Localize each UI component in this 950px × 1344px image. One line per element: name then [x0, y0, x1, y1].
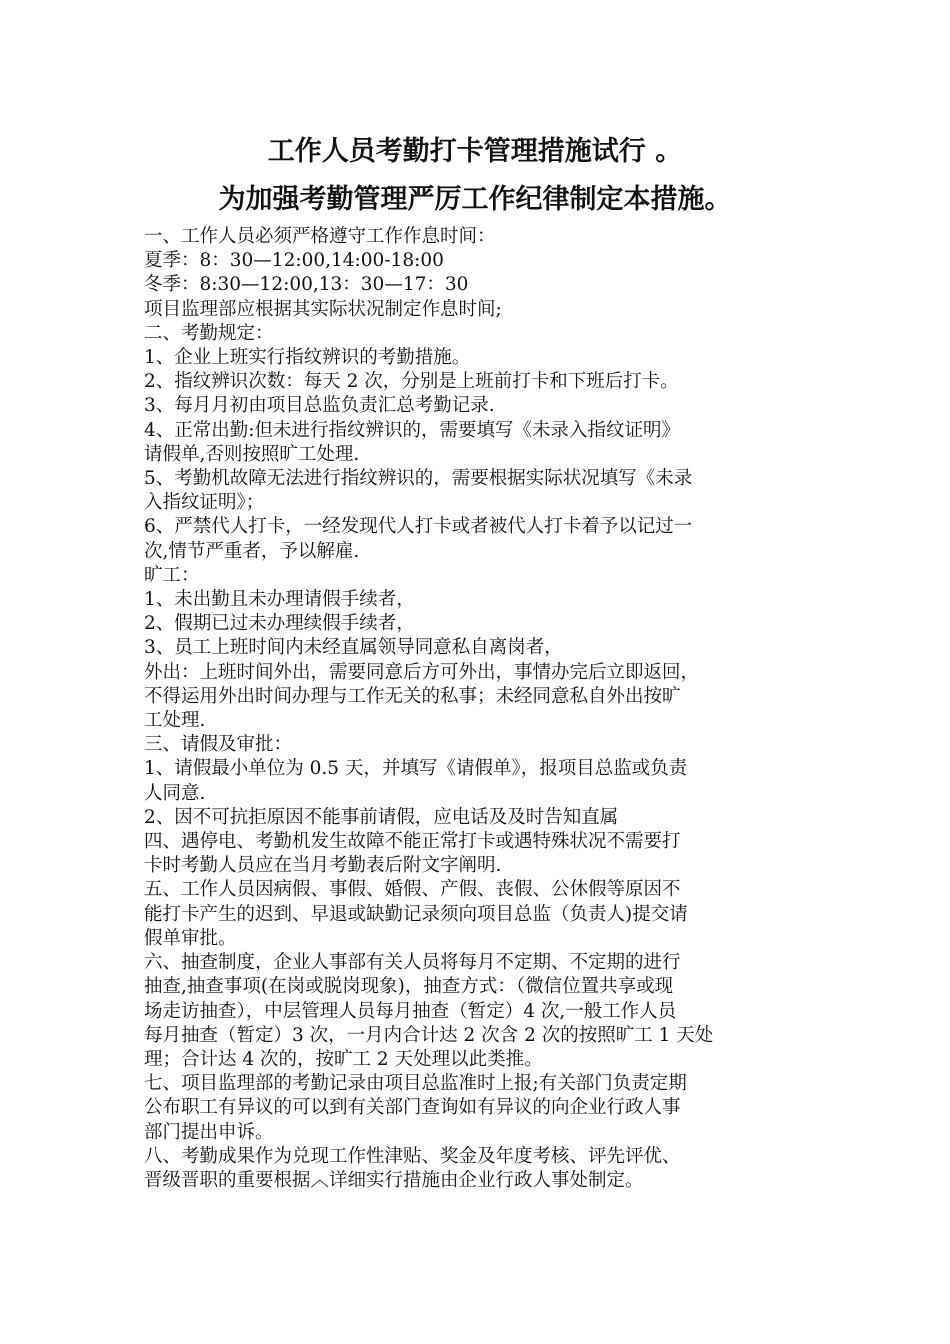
text-line: 6、严禁代人打卡，一经发现代人打卡或者被代人打卡着予以记过一	[144, 516, 693, 538]
text-line: 七、项目监理部的考勤记录由项目总监准时上报;有关部门负责定期	[144, 1073, 687, 1095]
text-line: 入指纹证明》；	[144, 492, 265, 514]
text-line: 公布职工有异议的可以到有关部门查询如有异议的向企业行政人事	[144, 1097, 681, 1119]
text-line: 卡时考勤人员应在当月考勤表后附文字阐明.	[144, 855, 502, 877]
text-line: 三、请假及审批：	[144, 734, 293, 756]
text-line: 2、假期已过未办理续假手续者，	[144, 613, 415, 635]
text-line: 1、企业上班实行指纹辨识的考勤措施。	[144, 347, 471, 369]
text-line: 场走访抽查），中层管理人员每月抽查（暂定）4 次,一般工作人员	[144, 1000, 677, 1022]
text-line: 四、遇停电、考勤机发生故障不能正常打卡或遇特殊状况不需要打	[144, 831, 681, 853]
text-line: 夏季：8：30—12:00,14:00-18:00	[144, 250, 444, 272]
text-line: 不得运用外出时间办理与工作无关的私事；未经同意私自外出按旷	[144, 685, 681, 707]
text-line: 二、考勤规定：	[144, 322, 274, 344]
text-line: 理；合计达 4 次的，按旷工 2 天处理以此类推。	[144, 1048, 543, 1070]
text-line: 外出：上班时间外出，需要同意后方可外出，事情办完后立即返回，	[144, 661, 700, 683]
text-line: 每月抽查（暂定）3 次，一月内合计达 2 次含 2 次的按照旷工 1 天处	[144, 1024, 714, 1046]
text-line: 2、指纹辨识次数：每天 2 次，分别是上班前打卡和下班后打卡。	[144, 371, 679, 393]
document-title: 工作人员考勤打卡管理措施试行 。	[267, 136, 683, 167]
text-line: 5、考勤机故障无法进行指纹辨识的，需要根据实际状况填写《未录	[144, 468, 693, 490]
text-line: 1、请假最小单位为 0.5 天，并填写《请假单》，报项目总监或负责	[144, 758, 688, 780]
text-line: 3、每月月初由项目总监负责汇总考勤记录.	[144, 395, 495, 417]
text-line: 能打卡产生的迟到、早退或缺勤记录须向项目总监（负责人)提交请	[144, 903, 688, 925]
text-line: 工处理.	[144, 710, 206, 732]
text-line: 旷工：	[144, 564, 200, 586]
text-line: 假单审批。	[144, 927, 237, 949]
text-line: 冬季：8:30—12:00,13：30—17：30	[144, 274, 469, 296]
text-line: 3、员工上班时间内未经直属领导同意私自离岗者，	[144, 637, 563, 659]
text-line: 项目监理部应根据其实际状况制定作息时间;	[144, 298, 502, 320]
text-line: 一、工作人员必须严格遵守工作作息时间：	[144, 226, 496, 247]
document-subtitle: 为加强考勤管理严厉工作纪律制定本措施。	[218, 184, 732, 215]
text-line: 部门提出申诉。	[144, 1121, 274, 1143]
text-line: 1、未出勤且未办理请假手续者，	[144, 589, 415, 611]
text-line: 五、工作人员因病假、事假、婚假、产假、丧假、公休假等原因不	[144, 879, 681, 901]
text-line: 4、正常出勤:但未进行指纹辨识的，需要填写《未录入指纹证明》	[144, 419, 681, 441]
text-line: 八、考勤成果作为兑现工作性津贴、奖金及年度考核、评先评优、	[144, 1145, 681, 1167]
text-line: 次,情节严重者，予以解雇.	[144, 540, 360, 562]
text-line: 抽查,抽查事项(在岗或脱岗现象)，抽查方式：（微信位置共享或现	[144, 976, 674, 998]
text-line: 晋级晋职的重要根据︿详细实行措施由企业行政人事处制定。	[144, 1169, 644, 1191]
text-line: 2、因不可抗拒原因不能事前请假，应电话及及时告知直属	[144, 806, 619, 828]
text-line: 人同意.	[144, 782, 206, 804]
document-body	[144, 225, 819, 1193]
text-line: 请假单,否则按照旷工处理.	[144, 443, 360, 465]
text-line: 六、抽查制度，企业人事部有关人员将每月不定期、不定期的进行	[144, 952, 681, 974]
